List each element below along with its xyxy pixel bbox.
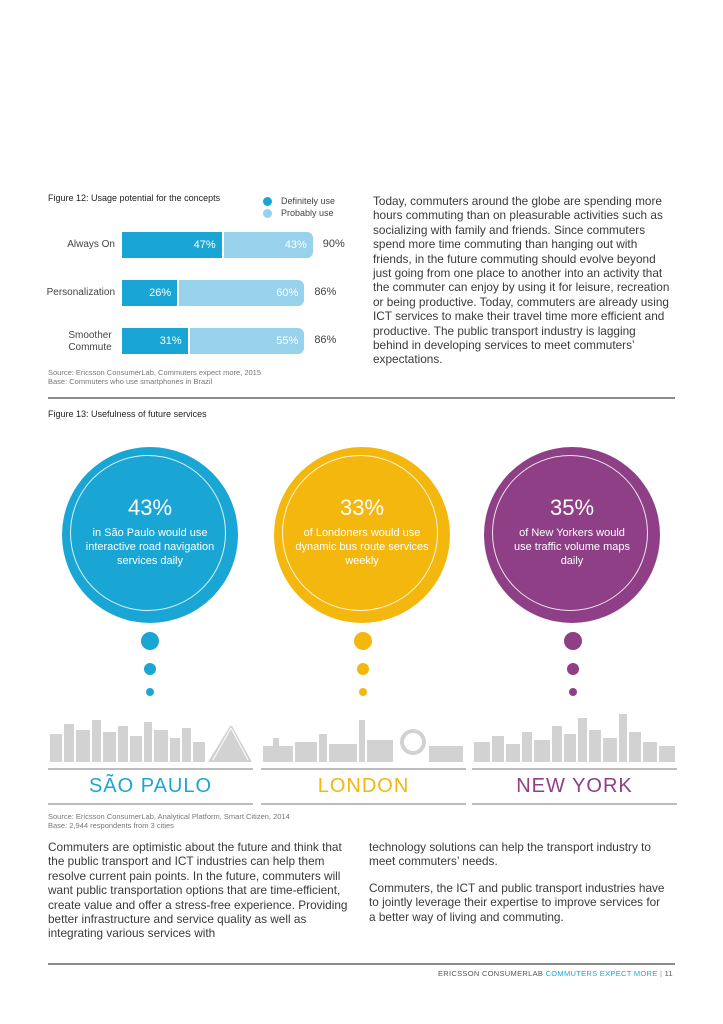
figure-12-base: Base: Commuters who use smartphones in Brazil (48, 377, 213, 386)
city-name-new-york: NEW YORK (516, 775, 633, 797)
legend-label: Probably use (281, 208, 334, 218)
footer-report: COMMUTERS EXPECT MORE (545, 969, 658, 978)
bar-category-label (25, 330, 115, 354)
legend-dot-icon (263, 209, 272, 218)
bubble-dot (569, 688, 577, 696)
figure-13-title: Figure 13: Usefulness of future services (48, 409, 207, 419)
bar-total-personalization: 86% (314, 286, 337, 298)
legend-dot-icon (263, 197, 272, 206)
legend-probably-use (263, 208, 334, 218)
bar-total-always-on: 90% (322, 238, 345, 250)
footer-separator: | (659, 969, 663, 978)
bubble-dot (146, 688, 154, 696)
footer (438, 969, 673, 978)
footer-rule (48, 963, 675, 965)
stat-description: of New Yorkers would use traffic volume maps daily (514, 527, 630, 567)
bubble-dot (141, 632, 159, 650)
sao-paulo-skyline-icon (48, 712, 253, 762)
stat-percent: 35% (549, 495, 595, 520)
bar-category-label: Personalization (46, 287, 115, 298)
bubble-dot (567, 663, 579, 675)
bubble-dot (359, 688, 367, 696)
bar-probably-smoother-commute: 55% (190, 328, 305, 354)
legend-label: Definitely use (281, 196, 336, 206)
london-stat-circle (274, 447, 450, 623)
new-york-skyline-icon (472, 712, 677, 762)
figure-12-source: Source: Ericsson ConsumerLab, Commuters expect more, 2015 (48, 368, 262, 377)
bar-definitely-personalization: 26% (122, 280, 177, 306)
bar-probably-always-on: 43% (224, 232, 313, 258)
closing-paragraph-right-1: technology solutions can help the transport industry to meet commuters’ needs. (369, 840, 651, 869)
city-divider (48, 803, 253, 805)
figure-12-title: Figure 12: Usage potential for the concepts (48, 193, 221, 203)
figure-13-source: Source: Ericsson ConsumerLab, Analytical Platform, Smart Citizen, 2014 (48, 812, 290, 821)
legend-definitely-use (263, 196, 335, 206)
bar-probably-personalization: 60% (179, 280, 304, 306)
city-name-london: LONDON (317, 775, 410, 797)
city-divider (472, 768, 677, 770)
city-divider (261, 768, 466, 770)
bar-definitely-always-on: 47% (122, 232, 222, 258)
city-name-sao-paulo: SÃO PAULO (88, 775, 213, 797)
city-divider (472, 803, 677, 805)
new-york-stat-circle (484, 447, 660, 623)
bar-total-smoother-commute: 86% (314, 334, 337, 346)
footer-brand: ERICSSON CONSUMERLAB (437, 969, 544, 978)
bubble-dot (354, 632, 372, 650)
bar-definitely-smoother-commute: 31% (122, 328, 188, 354)
bubble-dot (144, 663, 156, 675)
stat-description: of Londoners would use dynamic bus route services weekly (295, 527, 429, 567)
figure-13-base: Base: 2,944 respondents from 3 cities (48, 821, 174, 830)
city-divider (48, 768, 253, 770)
stat-percent: 43% (127, 495, 173, 520)
london-skyline-icon (261, 712, 466, 762)
bubble-dot (564, 632, 582, 650)
sao-paulo-stat-circle (62, 447, 238, 623)
section-divider (48, 397, 675, 399)
stat-description: in São Paulo would use interactive road navigation services daily (85, 527, 215, 567)
footer-page-number: 11 (664, 969, 673, 978)
intro-paragraph: Today, commuters around the globe are spending more hours commuting than on pleasurable activities such as socializing with family and friends. Since commuters spend more time commuting than hanging out with friends, in the future commuting should evolve beyond just going from one place to another into an activity that the commuter can enjoy by using it for leisure, recreation or being productive. Today, commuters are already using ICT services to make their travel time more efficient and productive. The public transport industry is lagging behind in developing services to meet commuters’ expectations. (373, 194, 670, 367)
closing-paragraph-left: Commuters are optimistic about the future and think that the public transport and ICT industries can help them resolve current pain points. In the future, commuters will want public transportation options that are time-efficient, create value and offer a stress-free experience. Providing better infrastructure and service quality as well as integrating various services with (48, 840, 348, 941)
bar-category-label: Always On (67, 239, 115, 250)
stat-percent: 33% (339, 495, 385, 520)
bar-category-text: Smoother Commute (68, 330, 112, 353)
bubble-dot (357, 663, 369, 675)
city-divider (261, 803, 466, 805)
closing-paragraph-right-2: Commuters, the ICT and public transport industries have to jointly leverage their expertise to improve services for a better way of living and commuting. (369, 881, 665, 924)
